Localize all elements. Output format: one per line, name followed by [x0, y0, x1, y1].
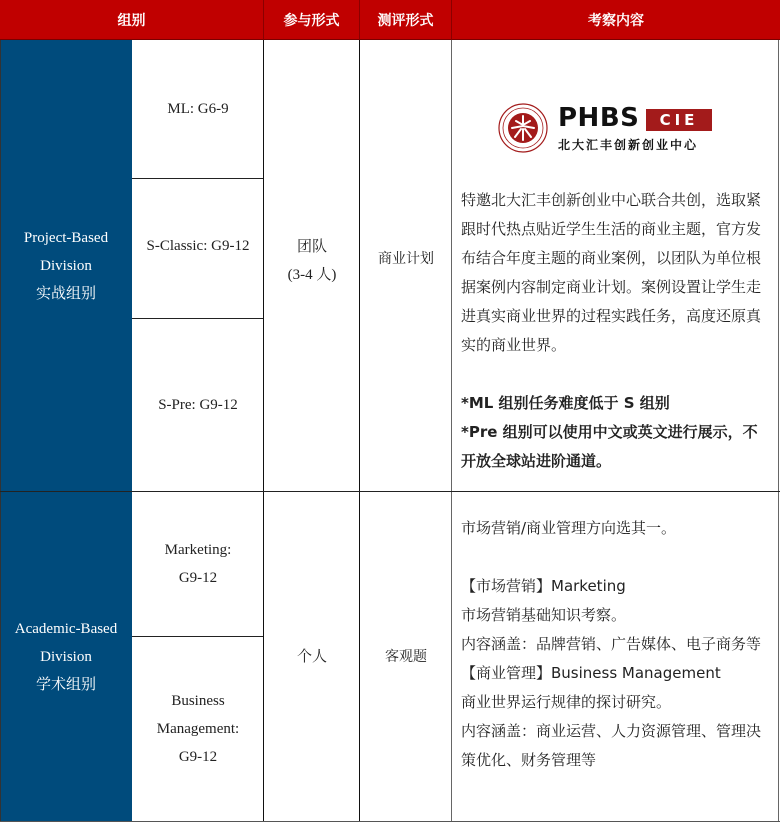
divider — [0, 821, 780, 822]
divider — [132, 318, 263, 319]
divider — [132, 178, 263, 179]
content-project-based — [452, 186, 778, 476]
evaluation-label: 客观题 — [385, 648, 427, 665]
header-content: 考察内容 — [452, 0, 780, 40]
subgroup-s-pre — [133, 319, 263, 491]
content-paragraph: 特邀北大汇丰创新创业中心联合共创，选取紧跟时代热点贴近学生生活的商业主题，官方发布结合年度主题的商业案例，以团队为单位根据案例内容制定商业计划。案例设置让学生走进真实商业世界的过程实践任务，高度还原真实的商业世界。 — [461, 191, 762, 354]
content-intro: 市场营销/商业管理方向选其一。 — [461, 519, 677, 537]
divider — [0, 491, 780, 492]
content-note-pre: *Pre 组别可以使用中文或英文进行展示，不开放全球站进阶通道。 — [461, 423, 758, 470]
participation-individual — [264, 492, 360, 821]
participation-size: (3-4 人) — [287, 266, 337, 283]
content-marketing-scope: 内容涵盖：品牌营销、广告媒体、电子商务等 — [461, 635, 762, 653]
division-name-en-1: Academic-Based — [14, 620, 118, 637]
logo-tag: CIE — [646, 109, 712, 131]
participation-label: 个人 — [296, 648, 327, 665]
content-note-ml: *ML 组别任务难度低于 S 组别 — [461, 394, 670, 412]
subgroup-business-management — [133, 637, 263, 821]
division-project-based — [0, 40, 132, 491]
participation-team — [264, 40, 360, 491]
participation-label: 团队 — [296, 238, 327, 255]
divider — [0, 40, 1, 821]
subgroup-grade: G9-12 — [178, 570, 218, 586]
evaluation-business-plan — [360, 40, 452, 491]
subgroup-label: ML: G6-9 — [167, 101, 229, 117]
subgroup-ml — [133, 40, 263, 178]
content-academic-based — [452, 514, 778, 775]
content-business-title: 【商业管理】Business Management — [461, 664, 721, 682]
content-business-desc: 商业世界运行规律的探讨研究。 — [461, 693, 672, 711]
subgroup-grade: G9-12 — [178, 749, 218, 765]
division-name-en-2: Division — [40, 648, 92, 665]
divider — [359, 40, 360, 821]
header-participation: 参与形式 — [264, 0, 360, 40]
logo-subtitle: 北大汇丰创新创业中心 — [558, 138, 699, 152]
division-name-en-1: Project-Based — [23, 229, 109, 246]
logo-brand: PHBS — [558, 103, 640, 133]
content-marketing-title: 【市场营销】Marketing — [461, 577, 626, 595]
divider — [451, 40, 452, 821]
subgroup-marketing — [133, 492, 263, 636]
subgroup-label: Marketing: — [164, 542, 232, 558]
subgroup-s-classic — [133, 179, 263, 318]
subgroup-label-2: Management: — [156, 721, 240, 737]
division-name-en-2: Division — [40, 257, 92, 274]
division-name-cn: 实战组别 — [35, 285, 96, 302]
subgroup-label: Business — [171, 693, 225, 709]
header-evaluation: 测评形式 — [360, 0, 452, 40]
subgroup-label: S-Pre: G9-12 — [158, 397, 238, 413]
division-academic-based — [0, 492, 132, 821]
header-group: 组别 — [0, 0, 264, 40]
phbs-cie-logo — [498, 103, 718, 155]
divider — [132, 636, 263, 637]
divider — [778, 40, 779, 821]
content-business-scope: 内容涵盖：商业运营、人力资源管理、管理决策优化、财务管理等 — [461, 722, 762, 769]
divider — [263, 40, 264, 821]
evaluation-label: 商业计划 — [378, 250, 434, 267]
peking-university-seal-icon — [498, 103, 548, 153]
division-name-cn: 学术组别 — [35, 676, 96, 693]
evaluation-objective — [360, 492, 452, 821]
content-marketing-desc: 市场营销基础知识考察。 — [461, 606, 627, 624]
subgroup-label: S-Classic: G9-12 — [146, 237, 250, 254]
